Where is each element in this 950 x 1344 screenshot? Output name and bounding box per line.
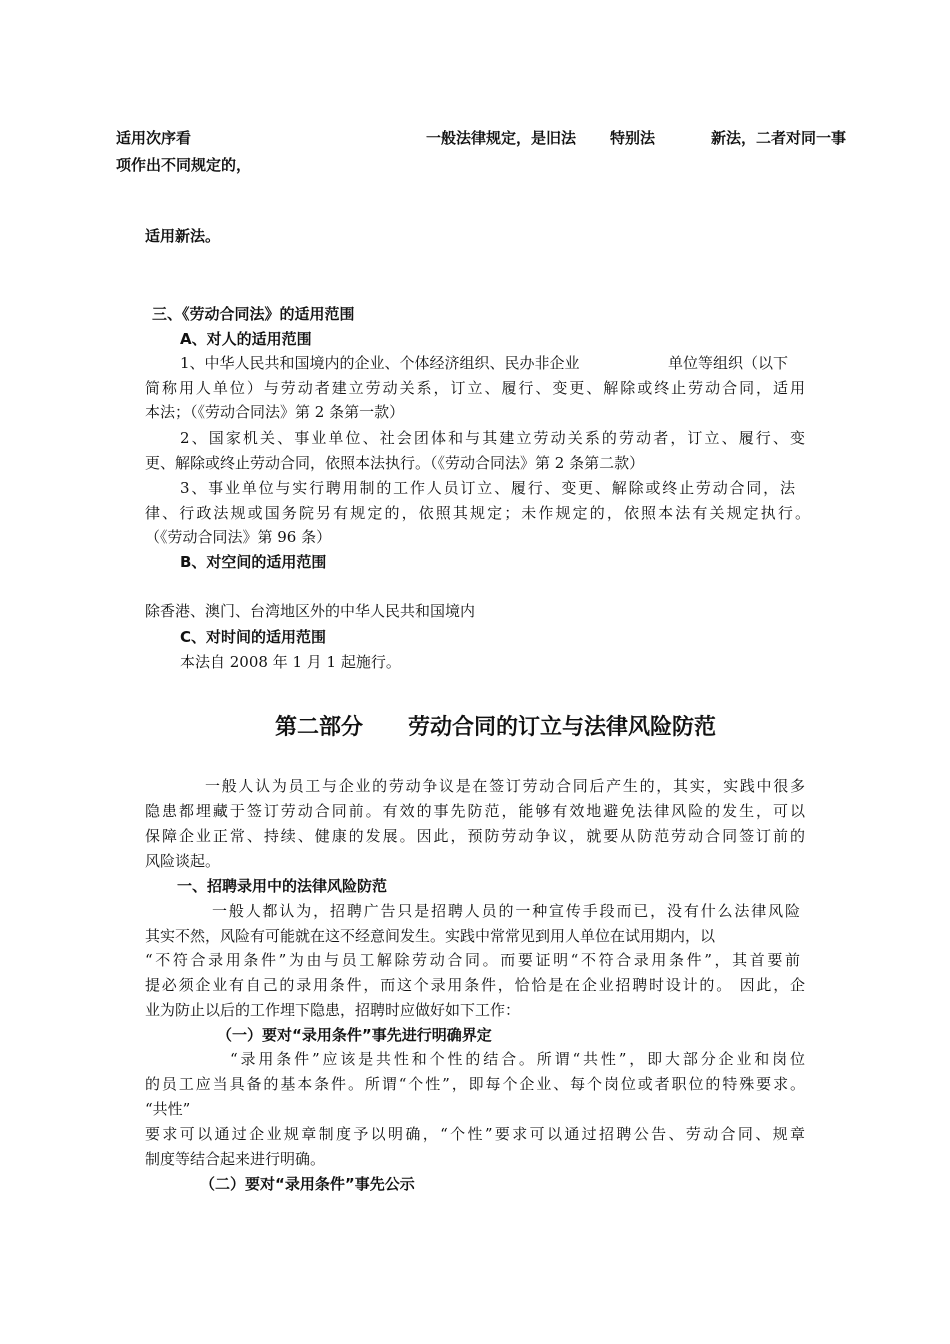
part2-sub1-line1: “录用条件”应该是共性和个性的结合。所谓“共性”，即大部分企业和岗位 (230, 1050, 805, 1068)
part2-intro-line1: 一般人认为员工与企业的劳动争议是在签订劳动合同后产生的，其实，实践中很多 (205, 777, 805, 795)
part2-s1-heading: 一、招聘录用中的法律风险防范 (177, 877, 388, 895)
section3-p1-line3: 本法；（《劳动合同法》第 2 条第一款） (145, 403, 405, 421)
intro-seg4: 新法，二者对同一事 (711, 129, 847, 147)
part2-s1-line5: 业为防止以后的工作埋下隐患，招聘时应做好如下工作： (145, 1001, 521, 1019)
part2-s1-line2: 其实不然，风险有可能就在这不经意间发生。实践中常常见到用人单位在试用期内，以 (145, 927, 716, 945)
intro-seg1: 适用次序看 (116, 129, 192, 147)
section3-p1-line1a: 1、中华人民共和国境内的企业、个体经济组织、民办非企业 (180, 354, 580, 372)
section3-p3-line3: （《劳动合同法》第 96 条） (145, 528, 332, 546)
section3-b-heading: B、对空间的适用范围 (180, 553, 327, 571)
intro-seg3: 特别法 (610, 129, 656, 147)
part2-s1-line4: 提必须企业有自己的录用条件，而这个录用条件，恰恰是在企业招聘时设计的。 因此，企 (145, 976, 805, 994)
section3-p1-line1b: 单位等组织（以下 (668, 354, 789, 372)
section3-p2-line1: 2、国家机关、事业单位、社会团体和与其建立劳动关系的劳动者，订立、履行、变 (180, 429, 805, 447)
intro-seg2: 一般法律规定，是旧法 (426, 129, 577, 147)
part2-intro-line4: 风险谈起。 (145, 852, 221, 870)
section3-a-heading: A、对人的适用范围 (180, 330, 312, 348)
part2-sub1-line5: 制度等结合起来进行明确。 (145, 1150, 326, 1168)
intro-line3: 适用新法。 (145, 227, 221, 245)
part2-title-number: 第二部分 (275, 715, 364, 740)
part2-sub2-heading: （二）要对“录用条件”事先公示 (200, 1175, 415, 1193)
part2-sub1-line2: 的员工应当具备的基本条件。所谓“个性”，即每个企业、每个岗位或者职位的特殊要求。 (145, 1075, 805, 1093)
part2-sub1-line4: 要求可以通过企业规章制度予以明确，“个性”要求可以通过招聘公告、劳动合同、规章 (145, 1125, 805, 1143)
part2-intro-line3: 保障企业正常、持续、健康的发展。因此，预防劳动争议，就要从防范劳动合同签订前的 (145, 827, 805, 845)
section3-p3-line1: 3、事业单位与实行聘用制的工作人员订立、履行、变更、解除或终止劳动合同，法 (180, 479, 795, 497)
section3-c-text: 本法自 2008 年 1 月 1 起施行。 (180, 653, 401, 671)
section3-b-text: 除香港、澳门、台湾地区外的中华人民共和国境内 (145, 602, 476, 620)
part2-sub1-line3: “共性” (145, 1100, 191, 1118)
section3-p2-line2: 更、解除或终止劳动合同，依照本法执行。（《劳动合同法》第 2 条第二款） (145, 454, 645, 472)
section3-heading: 三、《劳动合同法》的适用范围 (152, 305, 355, 323)
section3-p3-line2: 律、行政法规或国务院另有规定的，依照其规定；未作规定的，依照本法有关规定执行。 (145, 504, 810, 522)
part2-sub1-heading: （一）要对“录用条件”事先进行明确界定 (217, 1026, 492, 1044)
part2-intro-line2: 隐患都埋藏于签订劳动合同前。有效的事先防范，能够有效地避免法律风险的发生，可以 (145, 802, 805, 820)
section3-p1-line2: 简称用人单位）与劳动者建立劳动关系，订立、履行、变更、解除或终止劳动合同，适用 (145, 379, 805, 397)
part2-s1-line1: 一般人都认为，招聘广告只是招聘人员的一种宣传手段而已，没有什么法律风险 (212, 902, 800, 920)
section3-c-heading: C、对时间的适用范围 (180, 628, 327, 646)
part2-s1-line3: “不符合录用条件”为由与员工解除劳动合同。而要证明“不符合录用条件”，其首要前 (145, 951, 800, 969)
intro-line2: 项作出不同规定的， (116, 156, 252, 174)
part2-title-text: 劳动合同的订立与法律风险防范 (408, 715, 717, 740)
